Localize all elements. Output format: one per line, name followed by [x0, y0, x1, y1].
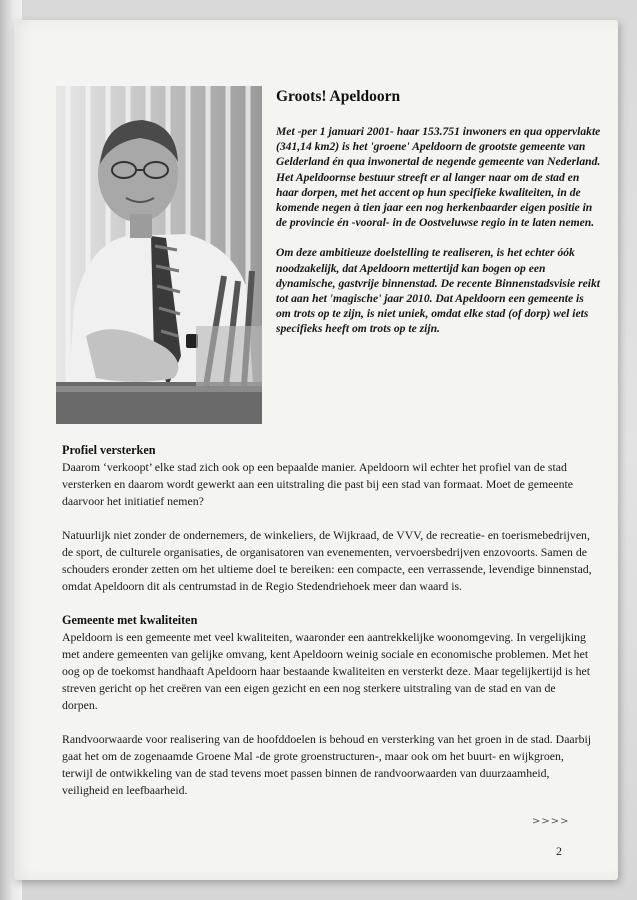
- lead-paragraph-1: Met -per 1 januari 2001- haar 153.751 inwoners en qua oppervlakte (341,14 km2) is het 'groene' Apeldoorn de grootste gemeente van Gelderland én qua inwonertal de negende gemeente van Nederland. Het Apeldoornse bestuur streeft er al langer naar om de stad en haar dorpen, met het accent op hun specifieke kwaliteiten, in de komende negen à tien jaar een nog herkenbaarder eigen positie in de provincie én -vooral- in de Oostveluwse regio in te laten nemen.: [276, 125, 601, 230]
- section-paragraph: Natuurlijk niet zonder de ondernemers, de winkeliers, de Wijkraad, de VVV, de recreatie- en toerismebedrijven, de sport, de culturele organisaties, de organisatoren van evenementen, vervoersbedrijven enzovoorts. Samen de schouders eronder zetten om het ultieme doel te bereiken: een compacte, een verrassende, levendige binnenstad, omdat Apeldoorn dit als centrumstad in de Regio Stedendriehoek meer dan waard is.: [62, 528, 592, 593]
- section-paragraph: Apeldoorn is een gemeente met veel kwaliteiten, waaronder een aantrekkelijke woonomgeving. In vergelijking met andere gemeenten van gelijke omvang, kent Apeldoorn weinig sociale en economische problemen. Met het oog op de toekomst handhaaft Apeldoorn haar bestaande kwaliteiten en versterkt deze. Maar tegelijkertijd is het streven gericht op het creëren van een eigen gezicht en een nog sterkere uitstraling van de stad en van de dorpen.: [62, 630, 591, 712]
- continue-marker: >>>>: [532, 816, 570, 827]
- article-title: Groots! Apeldoorn: [276, 88, 401, 105]
- section-paragraph: Daarom ‘verkoopt’ elke stad zich ook op een bepaalde manier. Apeldoorn wil echter het profiel van de stad versterken en daarom wordt gewerkt aan een uitstraling die past bij een stad van formaat. Moet de gemeente daarvoor het initiatief nemen?: [62, 460, 574, 508]
- article-body: [62, 442, 592, 816]
- page-number: 2: [556, 844, 562, 858]
- booklet-page: [14, 20, 618, 880]
- lead-paragraph-2: Om deze ambitieuze doelstelling te realiseren, is het echter óók noodzakelijk, dat Apeldoorn mettertijd kan bogen op een dynamische, gastvrije binnenstad. De recente Binnenstadsvisie reikt tot aan het 'magische' jaar 2010. Dat Apeldoorn een gemeente is om trots op te zijn, is niet uniek, omdat elke stad (of dorp) wel iets specifieks heeft om trots op te zijn.: [276, 246, 600, 336]
- lead-text: [276, 124, 601, 352]
- portrait-photo: [56, 86, 262, 424]
- section-heading-kwaliteiten: Gemeente met kwaliteiten: [62, 613, 198, 627]
- section-paragraph: Randvoorwaarde voor realisering van de hoofddoelen is behoud en versterking van het groen in de stad. Daarbij gaat het om de zogenaamde Groene Mal -de grote groenstructuren-, maar ook om het buurt- en wijkgroen, terwijl de ontwikkeling van de stad tevens moet passen binnen de randvoorwaarden van duurzaamheid, veiligheid en leefbaarheid.: [62, 732, 592, 797]
- section-heading-profiel: Profiel versterken: [62, 443, 156, 457]
